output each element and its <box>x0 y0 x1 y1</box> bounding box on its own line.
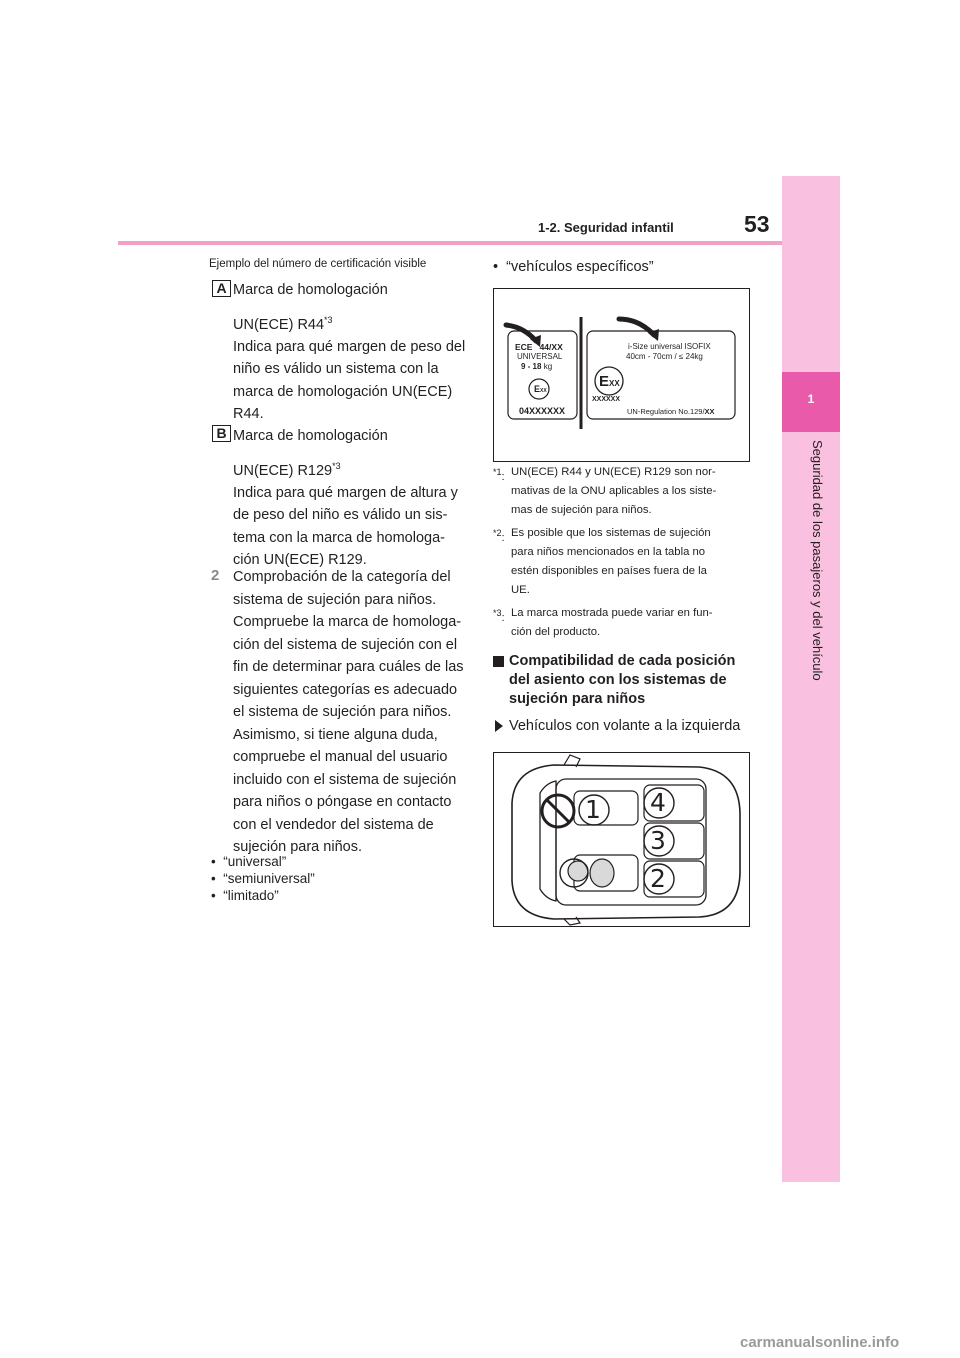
item-a-desc-1: Indica para qué margen de peso del <box>233 338 466 355</box>
list-item-text: “limitado” <box>223 888 279 903</box>
item-b-desc-3: tema con la marca de homologa- <box>233 529 445 546</box>
label-b: B <box>212 425 231 442</box>
item-a-desc-2: niño es válido un sistema con la <box>233 361 439 378</box>
heading-line: sujeción para niños <box>509 691 646 707</box>
footnote-line: mativas de la ONU aplicables a los siste- <box>511 485 717 497</box>
footnote-3 <box>493 604 758 642</box>
ece-text <box>515 342 563 352</box>
section-title: 1-2. Seguridad infantil <box>538 220 674 235</box>
item-b-desc-4: ción UN(ECE) R129. <box>233 552 367 569</box>
footnote-line: estén disponibles en países fuera de la <box>511 565 707 577</box>
approval-label-figure <box>493 288 750 462</box>
item-a-desc-4: R44. <box>233 406 264 423</box>
approval-code-left: 04XXXXXX <box>519 406 566 416</box>
weight-range <box>521 362 552 371</box>
footnote-line: UN(ECE) R44 y UN(ECE) R129 son nor- <box>511 466 716 478</box>
vehicle-top-view-illustration <box>494 753 749 926</box>
seat-number-4: 4 <box>650 788 666 817</box>
step-2-line: incluido con el sistema de sujeción <box>233 771 457 788</box>
regulation-xx: XX <box>704 407 715 416</box>
footnote-mark: $^{*3}$: <box>493 608 505 624</box>
regulation-number: 44/ <box>539 342 552 352</box>
chapter-number: 1 <box>807 392 815 406</box>
list-item-text: “universal” <box>223 854 287 869</box>
item-b-standard-text: UN(ECE) R129 <box>233 462 333 479</box>
weight-range-unit: kg <box>543 362 553 371</box>
footnote-body <box>511 463 716 520</box>
chapter-title: Seguridad de los pasajeros y del vehículo <box>810 440 825 681</box>
subheading: Vehículos con volante a la izquierda <box>509 718 741 734</box>
footnotes <box>493 463 758 642</box>
e-mark-small <box>534 384 547 394</box>
item-b-standard <box>233 455 473 482</box>
footnote-line: Es posible que los sistemas de sujeción <box>511 527 711 539</box>
list-item: • “limitado” <box>211 888 279 903</box>
footnote-ref: *3 <box>332 460 341 471</box>
step-number: 2 <box>211 567 220 584</box>
footnote-ref: *3 <box>324 314 333 325</box>
footnote-mark: $^{*2}$: <box>493 528 505 544</box>
step-2-line: para niños o póngase en contacto <box>233 794 452 810</box>
watermark: carmanualsonline.info <box>740 1334 900 1351</box>
footnote-mark-text: *3 <box>493 608 502 618</box>
isize-line-2: 40cm - 70cm / ≤ 24kg <box>626 352 703 361</box>
seat-number-3: 3 <box>650 826 666 855</box>
item-a <box>233 279 473 426</box>
e-mark-sub: XX <box>540 388 547 394</box>
footnote-line: La marca mostrada puede variar en fun- <box>511 607 713 619</box>
regulation-text: UN-Regulation No.129/ <box>627 407 705 416</box>
seat-number-1: 1 <box>585 795 601 824</box>
regulation-129 <box>627 407 715 416</box>
step-2-line: el sistema de sujeción para niños. <box>233 704 452 720</box>
regulation-xx: XX <box>551 342 563 352</box>
step-2-line: sujeción para niños. <box>233 839 362 855</box>
item-b <box>233 425 473 572</box>
footnote-1 <box>493 463 758 520</box>
item-a-desc-3: marca de homologación UN(ECE) <box>233 383 453 400</box>
e-mark-sub: XX <box>609 379 620 388</box>
list-item: • “universal” <box>211 854 287 869</box>
list-item: • “semiuniversal” <box>211 871 315 886</box>
item-b-title: Marca de homologación <box>233 428 388 444</box>
seat-number-2: 2 <box>650 864 666 893</box>
triangle-bullet-icon <box>495 720 503 732</box>
step-2-line: siguientes categorías es adecuado <box>233 681 458 698</box>
isize-line-1: i-Size universal ISOFIX <box>628 342 711 351</box>
footnote-body <box>511 524 711 600</box>
list-item: • “vehículos específicos” <box>493 259 654 275</box>
step-2-line: Comprobación de la categoría del <box>233 569 451 585</box>
e-mark-letter: E <box>534 384 541 394</box>
footnote-mark-text: *2 <box>493 528 502 538</box>
category-list <box>211 853 315 904</box>
weight-range-value: 9 - 18 <box>521 362 542 371</box>
item-a-standard-text: UN(ECE) R44 <box>233 316 325 333</box>
e-mark-letter: E <box>599 373 610 390</box>
item-a-title: Marca de homologación <box>233 282 388 298</box>
item-b-desc-1: Indica para qué margen de altura y <box>233 484 458 501</box>
e-mark-large <box>599 373 620 390</box>
footnote-mark: $^{*1}$: <box>493 467 505 483</box>
heading-line: Compatibilidad de cada posición <box>509 653 736 669</box>
footnote-2 <box>493 524 758 600</box>
ece-label: ECE <box>515 342 533 352</box>
page-number: 53 <box>744 211 770 237</box>
list-item-text: “semiuniversal” <box>223 871 315 886</box>
section-heading <box>509 652 735 709</box>
footnote-line: para niños mencionados en la tabla no <box>511 546 706 558</box>
seat-position-figure <box>493 752 750 927</box>
heading-square-icon <box>493 656 504 667</box>
footnote-line: ción del producto. <box>511 626 601 638</box>
step-2-line: sistema de sujeción para niños. <box>233 591 437 608</box>
heading-line: del asiento con los sistemas de <box>509 672 727 688</box>
universal-text: UNIVERSAL <box>517 352 563 361</box>
approval-code-right: XXXXXX <box>592 396 621 403</box>
step-2-line: ción del sistema de sujeción con el <box>233 636 458 653</box>
figure-caption: Ejemplo del número de certificación visible <box>209 258 427 270</box>
step-2-line: con el vendedor del sistema de <box>233 816 434 833</box>
step-2-line: fin de determinar para cuáles de las <box>233 659 464 675</box>
list-item-text: “vehículos específicos” <box>506 259 654 275</box>
item-b-desc-2: de peso del niño es válido un sis- <box>233 507 448 524</box>
approval-label-illustration <box>494 289 749 461</box>
item-a-standard <box>233 309 473 336</box>
header-rule <box>118 241 782 245</box>
footnote-line: mas de sujeción para niños. <box>511 504 652 516</box>
step-2-line: Compruebe la marca de homologa- <box>233 614 462 630</box>
footnote-line: UE. <box>511 584 530 596</box>
label-a: A <box>212 280 231 297</box>
step-2-text <box>233 566 473 859</box>
step-2-line: compruebe el manual del usuario <box>233 749 448 765</box>
footnote-mark-text: *1 <box>493 467 502 477</box>
step-2-line: Asimismo, si tiene alguna duda, <box>233 726 438 743</box>
footnote-body <box>511 604 713 642</box>
